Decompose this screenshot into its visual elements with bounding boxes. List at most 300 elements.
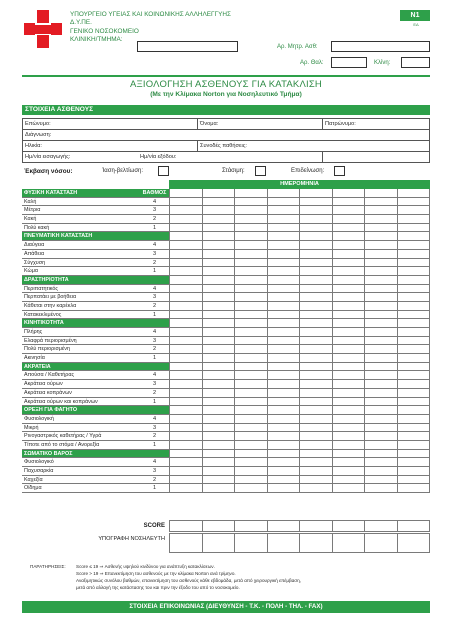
score-cell[interactable]: [267, 424, 300, 433]
signature-cell[interactable]: [170, 534, 202, 552]
score-cell[interactable]: [364, 441, 397, 450]
score-cell[interactable]: [299, 206, 332, 215]
room-field[interactable]: [331, 57, 367, 68]
score-cell[interactable]: [234, 311, 267, 320]
grade-header: [140, 406, 169, 415]
score-cell: [169, 363, 202, 372]
score-cell[interactable]: [267, 302, 300, 311]
score-cell[interactable]: [169, 441, 202, 450]
score-cell[interactable]: [267, 484, 300, 493]
clinic-field[interactable]: [137, 41, 238, 52]
score-cell[interactable]: [364, 206, 397, 215]
score-cell[interactable]: [364, 224, 397, 233]
age-field[interactable]: [23, 141, 198, 152]
outcome-worse-checkbox[interactable]: [334, 166, 345, 176]
score-cell[interactable]: [202, 467, 235, 476]
score-label: SCORE: [143, 523, 165, 529]
score-cell: [397, 363, 431, 372]
score-cell[interactable]: [202, 484, 235, 493]
score-cell[interactable]: [332, 206, 365, 215]
score-cell[interactable]: [332, 398, 365, 407]
score-cell[interactable]: [234, 241, 267, 250]
score-cell[interactable]: [364, 328, 397, 337]
diagnosis-field[interactable]: [23, 130, 430, 141]
criterion-row: [22, 476, 430, 485]
score-cell[interactable]: [267, 198, 300, 207]
score-cell[interactable]: [234, 337, 267, 346]
score-cell[interactable]: [397, 259, 431, 268]
score-cell[interactable]: [234, 380, 267, 389]
score-cell[interactable]: [267, 285, 300, 294]
score-cell[interactable]: [364, 250, 397, 259]
score-cell[interactable]: [332, 337, 365, 346]
ministry-header: [70, 11, 231, 45]
signature-cell[interactable]: [202, 534, 235, 552]
score-cell[interactable]: [169, 458, 202, 467]
score-cell[interactable]: [364, 259, 397, 268]
score-cell[interactable]: [397, 328, 431, 337]
score-cell[interactable]: [299, 224, 332, 233]
score-cell[interactable]: [299, 337, 332, 346]
criterion-row: [22, 389, 430, 398]
score-cell[interactable]: [332, 345, 365, 354]
score-cell[interactable]: [332, 293, 365, 302]
criterion-row: [22, 293, 430, 302]
score-cell: [364, 276, 397, 285]
score-cell[interactable]: [267, 432, 300, 441]
score-cell[interactable]: [397, 371, 431, 380]
score-cell[interactable]: [202, 198, 235, 207]
score-cell[interactable]: [234, 293, 267, 302]
score-cell[interactable]: [202, 285, 235, 294]
score-cell[interactable]: [202, 424, 235, 433]
score-cell[interactable]: [202, 441, 235, 450]
score-cell[interactable]: [267, 311, 300, 320]
score-cell[interactable]: [234, 389, 267, 398]
score-cell[interactable]: [332, 302, 365, 311]
score-cell[interactable]: [397, 415, 431, 424]
score-cell[interactable]: [267, 293, 300, 302]
score-cell[interactable]: [332, 432, 365, 441]
score-cell[interactable]: [202, 293, 235, 302]
score-cell[interactable]: [299, 380, 332, 389]
score-cell[interactable]: [202, 398, 235, 407]
score-cell[interactable]: [299, 398, 332, 407]
score-total-cell[interactable]: [332, 521, 365, 531]
score-cell[interactable]: [332, 415, 365, 424]
score-cell[interactable]: [299, 432, 332, 441]
score-total-cell[interactable]: [397, 521, 430, 531]
score-cell[interactable]: [397, 250, 431, 259]
score-total-cell[interactable]: [299, 521, 332, 531]
score-cell[interactable]: [332, 285, 365, 294]
score-cell[interactable]: [234, 371, 267, 380]
criterion-row: [22, 267, 430, 276]
score-cell: [169, 319, 202, 328]
score-cell[interactable]: [364, 337, 397, 346]
score-cell[interactable]: [267, 215, 300, 224]
score-cell[interactable]: [332, 267, 365, 276]
score-cell[interactable]: [267, 389, 300, 398]
score-cell[interactable]: [267, 476, 300, 485]
score-cell[interactable]: [397, 467, 431, 476]
score-cell[interactable]: [364, 398, 397, 407]
score-cell[interactable]: [267, 267, 300, 276]
score-cell[interactable]: [202, 458, 235, 467]
score-cell[interactable]: [202, 328, 235, 337]
score-cell[interactable]: [234, 267, 267, 276]
score-cell[interactable]: [267, 345, 300, 354]
score-cell[interactable]: [169, 224, 202, 233]
score-cell[interactable]: [299, 241, 332, 250]
score-cell[interactable]: [234, 345, 267, 354]
score-cell[interactable]: [332, 476, 365, 485]
score-cell[interactable]: [397, 458, 431, 467]
score-cell[interactable]: [234, 250, 267, 259]
score-cell[interactable]: [234, 432, 267, 441]
score-cell[interactable]: [332, 441, 365, 450]
section-header: [22, 319, 430, 328]
score-cell: [299, 319, 332, 328]
score-cell[interactable]: [299, 458, 332, 467]
score-cell[interactable]: [234, 458, 267, 467]
score-cell[interactable]: [169, 206, 202, 215]
score-cell[interactable]: [397, 215, 431, 224]
score-cell[interactable]: [169, 424, 202, 433]
score-cell[interactable]: [267, 354, 300, 363]
score-cell[interactable]: [169, 293, 202, 302]
section-header: [22, 406, 430, 415]
score-cell[interactable]: [397, 293, 431, 302]
score-cell[interactable]: [202, 215, 235, 224]
score-cell[interactable]: [202, 476, 235, 485]
criterion-grade: 1: [140, 267, 169, 276]
score-cell[interactable]: [169, 484, 202, 493]
form-code-sub: ΕΔ: [413, 22, 419, 27]
score-cell[interactable]: [234, 354, 267, 363]
score-cell[interactable]: [202, 380, 235, 389]
score-cell[interactable]: [234, 398, 267, 407]
score-cell[interactable]: [332, 224, 365, 233]
outcome-stable-checkbox[interactable]: [255, 166, 266, 176]
score-cell[interactable]: [169, 389, 202, 398]
score-cell[interactable]: [397, 267, 431, 276]
score-cell[interactable]: [202, 337, 235, 346]
name-field[interactable]: [198, 119, 323, 130]
score-cell[interactable]: [299, 198, 332, 207]
score-cell: [397, 189, 431, 198]
score-cell[interactable]: [397, 354, 431, 363]
score-cell[interactable]: [397, 241, 431, 250]
score-cell[interactable]: [202, 250, 235, 259]
score-cell[interactable]: [299, 389, 332, 398]
score-cell[interactable]: [364, 476, 397, 485]
criterion-row: [22, 311, 430, 320]
score-cell[interactable]: [332, 389, 365, 398]
criterion-label: Μέτρια: [22, 206, 140, 215]
criterion-row: [22, 380, 430, 389]
score-cell[interactable]: [267, 398, 300, 407]
score-cell[interactable]: [332, 371, 365, 380]
score-cell[interactable]: [299, 293, 332, 302]
signature-cell[interactable]: [364, 534, 397, 552]
score-total-cell[interactable]: [267, 521, 300, 531]
signature-cell[interactable]: [234, 534, 267, 552]
criterion-row: [22, 206, 430, 215]
signature-cell[interactable]: [267, 534, 300, 552]
score-cell[interactable]: [299, 354, 332, 363]
score-cell[interactable]: [169, 354, 202, 363]
score-cell[interactable]: [169, 476, 202, 485]
comorbid-field[interactable]: [198, 141, 430, 152]
score-cell[interactable]: [332, 259, 365, 268]
criterion-row: [22, 215, 430, 224]
signature-cell[interactable]: [299, 534, 332, 552]
score-cell: [267, 276, 300, 285]
score-cell[interactable]: [234, 285, 267, 294]
score-cell[interactable]: [364, 302, 397, 311]
score-cell[interactable]: [202, 432, 235, 441]
score-cell[interactable]: [397, 224, 431, 233]
score-cell[interactable]: [364, 267, 397, 276]
note-line: μετά από αλλαγή της κατάστασης του και πριν την έξοδο του από το νοσοκομείο.: [76, 585, 240, 590]
score-cell[interactable]: [234, 424, 267, 433]
score-cell[interactable]: [332, 354, 365, 363]
contact-footer: ΣΤΟΙΧΕΙΑ ΕΠΙΚΟΙΝΩΝΙΑΣ (ΔΙΕΥΘΥΝΣΗ - Τ.Κ. - ΠΟΛΗ - ΤΗΛ. - FAX): [22, 601, 430, 613]
score-cell[interactable]: [364, 371, 397, 380]
score-cell[interactable]: [202, 267, 235, 276]
criterion-grade: 3: [140, 424, 169, 433]
score-cell: [267, 406, 300, 415]
score-cell[interactable]: [397, 337, 431, 346]
score-cell[interactable]: [299, 415, 332, 424]
score-cell[interactable]: [332, 328, 365, 337]
score-cell[interactable]: [267, 259, 300, 268]
score-cell[interactable]: [397, 389, 431, 398]
score-cell[interactable]: [397, 302, 431, 311]
father-field[interactable]: [323, 119, 430, 130]
score-total-cell[interactable]: [170, 521, 202, 531]
score-cell[interactable]: [299, 259, 332, 268]
score-cell[interactable]: [299, 467, 332, 476]
score-cell[interactable]: [364, 415, 397, 424]
score-cell[interactable]: [397, 345, 431, 354]
signature-cell[interactable]: [332, 534, 365, 552]
score-cell[interactable]: [364, 345, 397, 354]
score-cell[interactable]: [364, 380, 397, 389]
criterion-label: Κώμα: [22, 267, 140, 276]
outcome-stable-label: Στάσιμη:: [222, 168, 245, 174]
score-cell[interactable]: [234, 467, 267, 476]
criterion-label: Πολύ περιορισμένη: [22, 345, 140, 354]
criterion-label: Ακράτεια ούρων: [22, 380, 140, 389]
score-cell[interactable]: [299, 371, 332, 380]
score-cell[interactable]: [202, 415, 235, 424]
score-cell[interactable]: [299, 215, 332, 224]
score-cell[interactable]: [267, 241, 300, 250]
score-cell[interactable]: [267, 415, 300, 424]
signature-cell[interactable]: [397, 534, 430, 552]
outcome-improved-checkbox[interactable]: [158, 166, 169, 176]
score-cell[interactable]: [299, 476, 332, 485]
score-cell[interactable]: [364, 215, 397, 224]
score-cell[interactable]: [397, 311, 431, 320]
score-total-cell[interactable]: [234, 521, 267, 531]
score-cell[interactable]: [202, 241, 235, 250]
score-cell[interactable]: [202, 311, 235, 320]
score-cell[interactable]: [364, 354, 397, 363]
score-cell[interactable]: [169, 345, 202, 354]
score-cell[interactable]: [397, 398, 431, 407]
score-cell[interactable]: [332, 311, 365, 320]
score-cell[interactable]: [364, 241, 397, 250]
score-cell[interactable]: [169, 467, 202, 476]
score-cell[interactable]: [364, 484, 397, 493]
score-cell[interactable]: [234, 215, 267, 224]
score-cell[interactable]: [364, 432, 397, 441]
score-cell[interactable]: [364, 389, 397, 398]
score-cell[interactable]: [169, 337, 202, 346]
score-cell[interactable]: [299, 328, 332, 337]
grade-header: ΒΑΘΜΟΣ: [140, 189, 169, 198]
score-cell[interactable]: [397, 198, 431, 207]
score-cell[interactable]: [169, 302, 202, 311]
score-cell[interactable]: [397, 285, 431, 294]
score-cell[interactable]: [202, 206, 235, 215]
score-cell[interactable]: [267, 371, 300, 380]
score-cell[interactable]: [169, 311, 202, 320]
score-cell[interactable]: [169, 398, 202, 407]
score-total-cell[interactable]: [364, 521, 397, 531]
score-cell[interactable]: [267, 441, 300, 450]
score-cell[interactable]: [234, 198, 267, 207]
criterion-row: [22, 285, 430, 294]
score-cell[interactable]: [234, 302, 267, 311]
score-cell[interactable]: [234, 476, 267, 485]
score-cell[interactable]: [332, 467, 365, 476]
score-total-cell[interactable]: [202, 521, 235, 531]
score-cell[interactable]: [202, 302, 235, 311]
score-cell[interactable]: [169, 328, 202, 337]
score-cell[interactable]: [332, 215, 365, 224]
record-number-field[interactable]: [331, 41, 430, 52]
criterion-row: [22, 198, 430, 207]
score-cell[interactable]: [169, 259, 202, 268]
score-cell[interactable]: [169, 371, 202, 380]
criterion-row: [22, 259, 430, 268]
criterion-row: [22, 302, 430, 311]
score-cell[interactable]: [332, 241, 365, 250]
score-cell[interactable]: [234, 259, 267, 268]
score-cell[interactable]: [397, 424, 431, 433]
criterion-row: [22, 424, 430, 433]
score-cell[interactable]: [267, 224, 300, 233]
score-cell[interactable]: [299, 311, 332, 320]
score-cell[interactable]: [332, 484, 365, 493]
score-cell[interactable]: [364, 285, 397, 294]
score-cell: [169, 406, 202, 415]
score-cell[interactable]: [169, 267, 202, 276]
score-cell[interactable]: [299, 441, 332, 450]
score-cell[interactable]: [397, 484, 431, 493]
score-cell[interactable]: [169, 380, 202, 389]
score-cell: [397, 450, 431, 459]
bed-field[interactable]: [401, 57, 430, 68]
score-cell[interactable]: [332, 458, 365, 467]
score-cell[interactable]: [202, 224, 235, 233]
score-cell[interactable]: [397, 380, 431, 389]
score-cell[interactable]: [299, 302, 332, 311]
score-cell[interactable]: [332, 250, 365, 259]
grade-header: [140, 276, 169, 285]
score-cell[interactable]: [299, 285, 332, 294]
score-cell[interactable]: [397, 432, 431, 441]
score-cell[interactable]: [332, 198, 365, 207]
score-cell[interactable]: [397, 476, 431, 485]
score-cell[interactable]: [202, 345, 235, 354]
score-cell[interactable]: [234, 441, 267, 450]
score-cell: [202, 189, 235, 198]
score-cell[interactable]: [299, 424, 332, 433]
score-cell[interactable]: [202, 389, 235, 398]
score-cell[interactable]: [299, 267, 332, 276]
score-cell[interactable]: [364, 458, 397, 467]
score-cell[interactable]: [267, 206, 300, 215]
score-cell: [332, 406, 365, 415]
score-cell[interactable]: [267, 380, 300, 389]
score-cell[interactable]: [169, 285, 202, 294]
score-cell[interactable]: [397, 441, 431, 450]
score-cell[interactable]: [364, 467, 397, 476]
score-cell[interactable]: [169, 415, 202, 424]
score-cell[interactable]: [364, 293, 397, 302]
score-cell[interactable]: [364, 198, 397, 207]
score-cell[interactable]: [169, 198, 202, 207]
score-cell[interactable]: [267, 467, 300, 476]
score-cell[interactable]: [169, 241, 202, 250]
criterion-label: Ακράτεια ούρων και κοπράνων: [22, 398, 140, 407]
score-cell[interactable]: [202, 259, 235, 268]
score-cell[interactable]: [234, 328, 267, 337]
score-cell: [299, 232, 332, 241]
score-cell[interactable]: [364, 311, 397, 320]
score-cell[interactable]: [364, 424, 397, 433]
score-cell[interactable]: [267, 250, 300, 259]
score-cell[interactable]: [202, 354, 235, 363]
score-cell[interactable]: [169, 432, 202, 441]
score-cell[interactable]: [299, 250, 332, 259]
score-cell[interactable]: [234, 415, 267, 424]
score-cell[interactable]: [234, 224, 267, 233]
score-cell[interactable]: [332, 424, 365, 433]
score-cell[interactable]: [332, 380, 365, 389]
score-cell[interactable]: [267, 337, 300, 346]
score-cell[interactable]: [267, 328, 300, 337]
discharge-field[interactable]: [323, 152, 430, 163]
criterion-label: Καλή: [22, 198, 140, 207]
score-cell[interactable]: [202, 371, 235, 380]
score-cell[interactable]: [169, 215, 202, 224]
score-cell[interactable]: [169, 250, 202, 259]
score-cell[interactable]: [234, 206, 267, 215]
surname-field[interactable]: [23, 119, 198, 130]
record-number-label: Αρ. Μητρ. Ασθ:: [277, 44, 318, 50]
score-cell[interactable]: [234, 484, 267, 493]
score-cell[interactable]: [299, 345, 332, 354]
score-cell[interactable]: [299, 484, 332, 493]
score-cell[interactable]: [397, 206, 431, 215]
score-cell[interactable]: [267, 458, 300, 467]
